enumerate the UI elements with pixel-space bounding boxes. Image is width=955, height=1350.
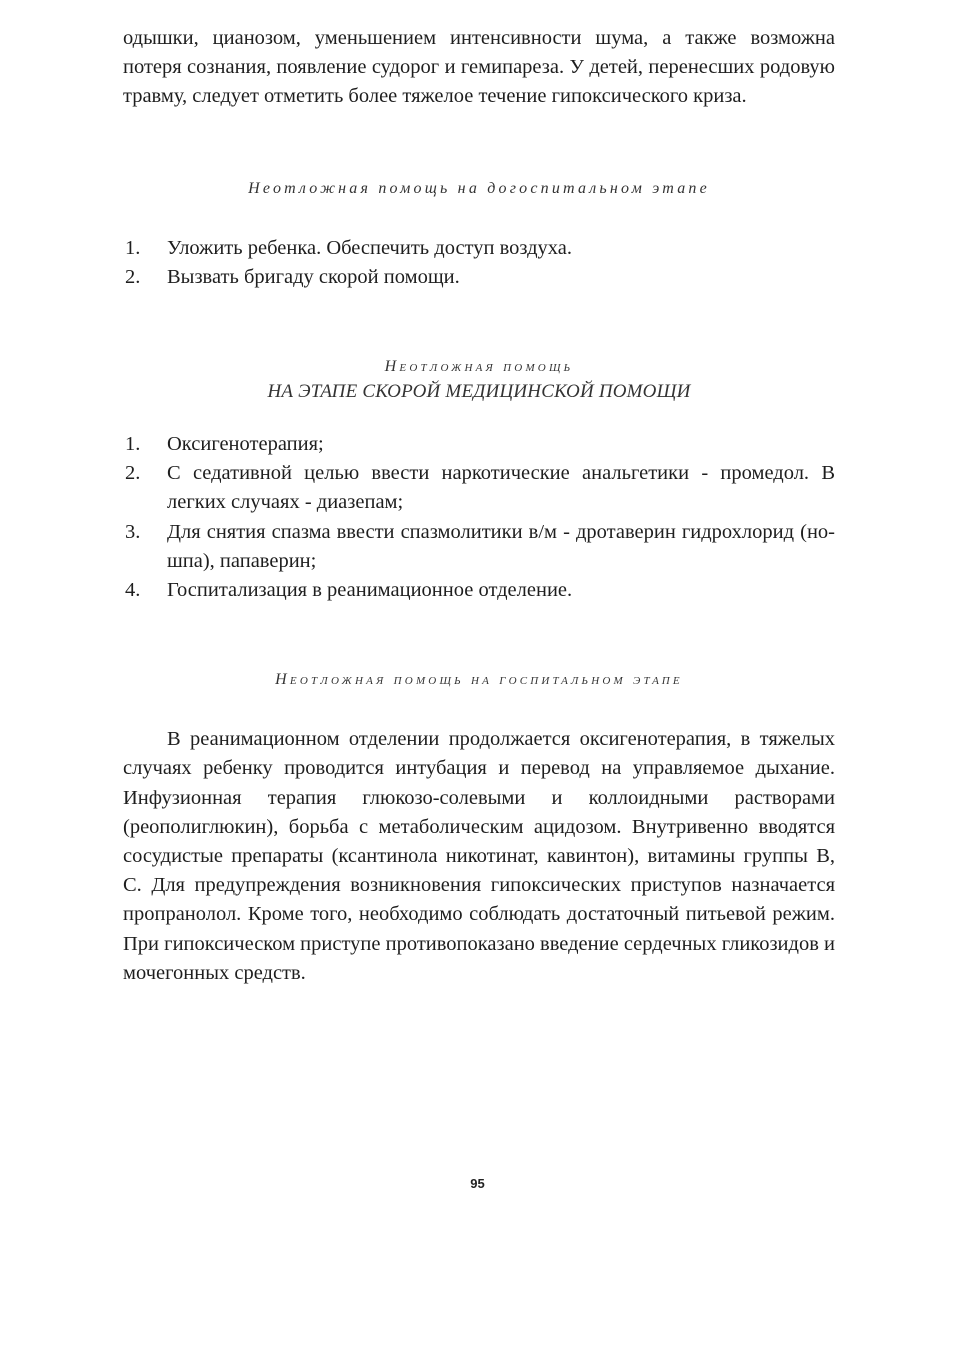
list-item-text: Оксигенотерапия; bbox=[167, 433, 324, 456]
list-item bbox=[123, 430, 835, 459]
intro-paragraph: одышки, цианозом, уменьшением интенсивности шума, а также возможна потеря сознания, появление судорог и гемипареза. У детей, перенесших родовую травму, следует отметить более тяжелое течение гипоксического криза. bbox=[123, 27, 835, 108]
heading-ambulance bbox=[123, 356, 835, 406]
list-item-number: 4. bbox=[125, 579, 141, 602]
list-item bbox=[123, 263, 835, 292]
page-content bbox=[123, 24, 835, 988]
heading-hospital: Неотложная помощь на госпитальном этапе bbox=[275, 671, 683, 689]
list-prehospital bbox=[123, 234, 835, 292]
list-item-text: С седативной целью ввести наркотические анальгетики - промедол. В легких случаях - диазепам; bbox=[167, 462, 835, 514]
list-item-number: 2. bbox=[125, 462, 141, 485]
list-item bbox=[123, 576, 835, 605]
list-item-text: Уложить ребенка. Обеспечить доступ воздуха. bbox=[167, 236, 572, 259]
heading-ambulance-line1: Неотложная помощь bbox=[384, 358, 574, 376]
heading-ambulance-line2: НА ЭТАПЕ СКОРОЙ МЕДИЦИНСКОЙ ПОМОЩИ bbox=[267, 381, 691, 403]
list-item bbox=[123, 459, 835, 517]
list-item bbox=[123, 234, 835, 263]
list-item-number: 1. bbox=[125, 236, 141, 259]
hospital-paragraph: В реанимационном отделении продолжается оксигенотерапия, в тяжелых случаях ребенку проводится интубация и перевод на управляемое дыхание. Инфузионная терапия глюкозо-солевыми и коллоидными растворами (реополиглюкин), борьба с метаболическим ацидозом. Внутривенно вводятся сосудистые препараты (ксантинола никотинат, кавинтон), витамины группы В, С. Для предупреждения возникновения гипоксических приступов назначается пропранолол. Кроме того, необходимо соблюдать достаточный питьевой режим. При гипоксическом приступе противопоказано введение сердечных гликозидов и мочегонных средств. bbox=[123, 728, 835, 984]
page-number: 95 bbox=[470, 1176, 485, 1191]
heading-prehospital: Неотложная помощь на догоспитальном этапе bbox=[248, 179, 710, 197]
list-item-number: 3. bbox=[125, 520, 141, 543]
list-item-number: 2. bbox=[125, 265, 141, 288]
list-item bbox=[123, 518, 835, 576]
list-item-text: Госпитализация в реанимационное отделение. bbox=[167, 579, 573, 602]
list-item-text: Вызвать бригаду скорой помощи. bbox=[167, 265, 460, 288]
list-item-number: 1. bbox=[125, 433, 141, 456]
list-item-text: Для снятия спазма ввести спазмолитики в/м - дротаверин гидрохлорид (но-шпа), папаверин; bbox=[167, 520, 835, 572]
list-ambulance bbox=[123, 430, 835, 605]
